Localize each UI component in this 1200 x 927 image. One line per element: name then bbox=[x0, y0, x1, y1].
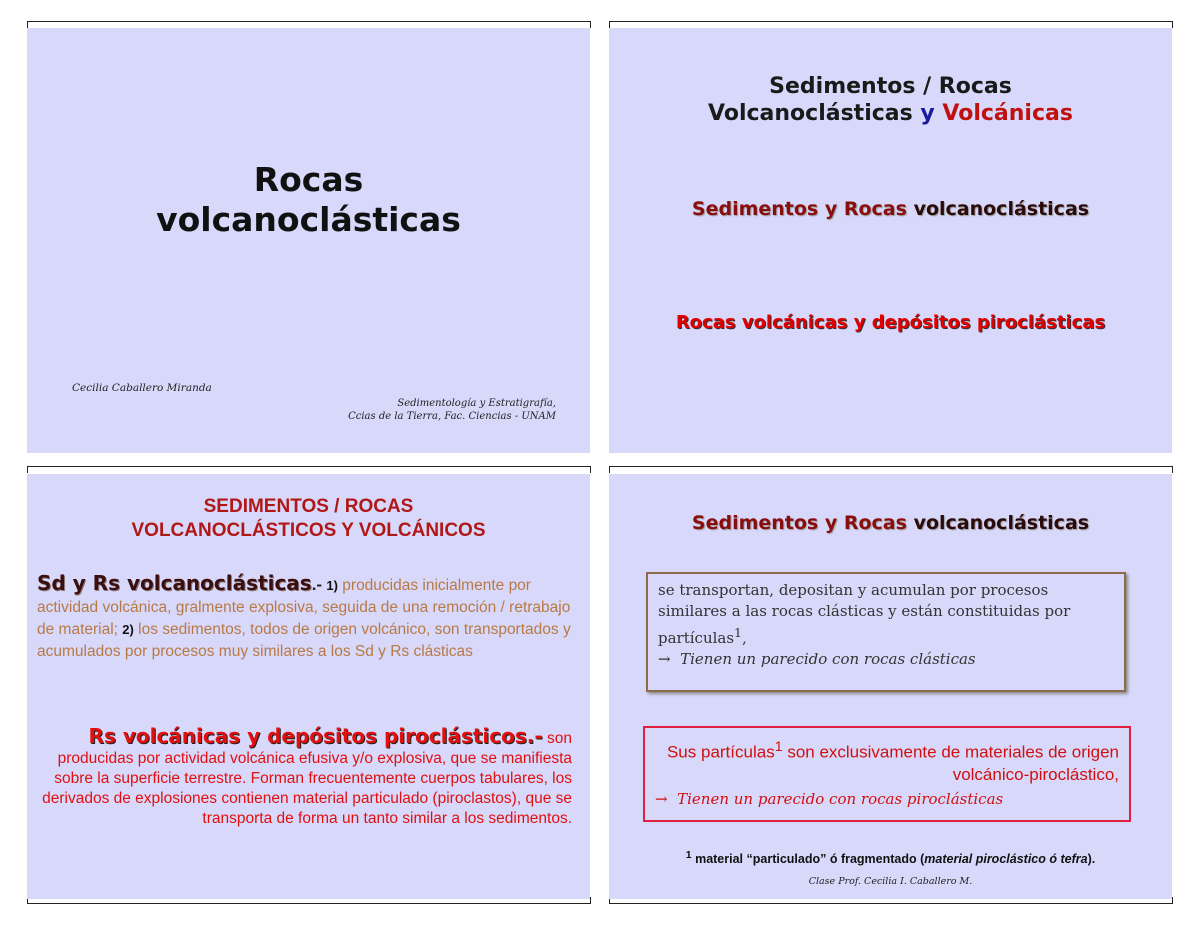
slide-2-heading-line2 bbox=[609, 100, 1172, 127]
frame-tick bbox=[27, 21, 28, 28]
slide-3-definitions bbox=[27, 474, 590, 899]
definition-volcanic-text: son producidas por actividad volcánica efusiva y/o explosiva, que se manifiesta sobre la superficie terrestre. Forman frecuentemente cuerpos tabulares, los derivados de explosiones contienen material particulado (piroclastos), que se transporta de forma un tanto similar a los sedimentos. bbox=[42, 730, 572, 827]
slide-4-heading-part1: Sedimentos y Rocas bbox=[691, 512, 907, 534]
slide-2-heading-line1: Sedimentos / Rocas bbox=[769, 74, 1012, 99]
footnote-ref: 1 bbox=[774, 739, 783, 755]
frame-tick bbox=[1172, 897, 1173, 904]
frame-line-top-right bbox=[609, 21, 1173, 22]
definition-point-1: 1) bbox=[326, 578, 338, 593]
definition-volcanic bbox=[37, 726, 572, 829]
clastic-comma: , bbox=[742, 629, 747, 647]
heading-volcanicas: Volcánicas bbox=[942, 101, 1073, 126]
frame-line-mid-right bbox=[609, 466, 1173, 467]
pyroclastic-text bbox=[655, 736, 1119, 786]
slide-1-heading-line2: volcanoclásticas bbox=[156, 200, 461, 239]
definition-text-2: los sedimentos, todos de origen volcánico, son transportados y acumulados por procesos muy similares a los Sd y Rs clásticas bbox=[37, 621, 571, 660]
subtopic-volcanoclastic-part2: volcanoclásticas bbox=[913, 198, 1090, 220]
clastic-text: se transportan, depositan y acumulan por procesos similares a las rocas clásticas y están constituidas por partículas bbox=[658, 581, 1071, 647]
institution-line2: Ccias de la Tierra, Fac. Ciencias - UNAM bbox=[348, 411, 556, 422]
definition-volcanoclastic-term: Sd y Rs volcanoclásticas bbox=[37, 571, 312, 595]
frame-tick bbox=[609, 21, 610, 28]
footnote bbox=[609, 850, 1172, 866]
slide-4-comparison bbox=[609, 474, 1172, 899]
slide-3-heading-line1: SEDIMENTOS / ROCAS bbox=[203, 496, 414, 517]
pyroclastic-text-part2: son exclusivamente de materiales de origen volcánico-piroclástico, bbox=[787, 742, 1119, 784]
credit: Clase Prof. Cecilia I. Caballero M. bbox=[808, 876, 973, 887]
definition-volcanoclastic bbox=[37, 572, 574, 663]
arrow-icon: → bbox=[658, 650, 671, 668]
frame-line-bottom-left bbox=[27, 903, 591, 904]
institution-line1: Sedimentología y Estratigrafía, bbox=[397, 398, 556, 409]
slide-3-heading-line2: VOLCANOCLÁSTICOS Y VOLCÁNICOS bbox=[131, 520, 486, 541]
arrow-icon: → bbox=[655, 789, 668, 808]
slide-1-heading bbox=[27, 160, 590, 240]
frame-line-mid-left bbox=[27, 466, 591, 467]
clastic-conclusion-text: Tienen un parecido con rocas clásticas bbox=[680, 650, 976, 668]
pyroclastic-similarity-box bbox=[643, 726, 1131, 822]
definition-volcanic-term: Rs volcánicas y depósitos piroclásticos.- bbox=[88, 724, 543, 748]
frame-tick bbox=[590, 466, 591, 473]
slide-4-heading bbox=[609, 512, 1172, 534]
slide-1-heading-line1: Rocas bbox=[253, 160, 364, 199]
frame-tick bbox=[590, 897, 591, 904]
definition-point-2: 2) bbox=[122, 622, 134, 637]
frame-tick bbox=[609, 466, 610, 473]
footnote-italic: material piroclástico ó tefra bbox=[924, 852, 1088, 867]
pyroclastic-conclusion bbox=[655, 788, 1119, 810]
subtopic-volcanic: Rocas volcánicas y depósitos piroclásticas bbox=[675, 312, 1106, 333]
slide-3-heading bbox=[27, 495, 590, 543]
author-name: Cecilia Caballero Miranda bbox=[72, 382, 212, 394]
footnote-part2: ). bbox=[1087, 852, 1096, 867]
frame-tick bbox=[27, 466, 28, 473]
frame-line-top-left bbox=[27, 21, 591, 22]
clastic-similarity-text bbox=[658, 580, 1114, 649]
clastic-similarity-box bbox=[646, 572, 1126, 692]
definition-text-1: producidas inicialmente por actividad volcánica, gralmente explosiva, seguida de una remoción / retrabajo de material; bbox=[37, 577, 571, 638]
slide-2-heading bbox=[609, 73, 1172, 127]
slide-4-heading-part2: volcanoclásticas bbox=[913, 512, 1090, 534]
pyroclastic-text-part1: Sus partículas bbox=[666, 742, 775, 762]
heading-conjunction: y bbox=[920, 101, 935, 126]
heading-volcanoclasticas: Volcanoclásticas bbox=[708, 101, 913, 126]
footnote-ref: 1 bbox=[734, 625, 742, 640]
pyroclastic-conclusion-text: Tienen un parecido con rocas piroclásticas bbox=[677, 789, 1004, 808]
frame-tick bbox=[1172, 466, 1173, 473]
clastic-conclusion bbox=[658, 649, 1114, 670]
definition-separator: .- bbox=[311, 575, 323, 594]
frame-tick bbox=[1172, 21, 1173, 28]
slide-1-title bbox=[27, 28, 590, 453]
subtopic-volcanoclastic-part1: Sedimentos y Rocas bbox=[691, 198, 907, 220]
footnote-number: 1 bbox=[685, 850, 692, 861]
frame-tick bbox=[590, 21, 591, 28]
frame-line-bottom-right bbox=[609, 903, 1173, 904]
slide-2-overview bbox=[609, 28, 1172, 453]
footnote-part1: material “particulado” ó fragmentado ( bbox=[695, 852, 925, 867]
subtopic-volcanoclastic bbox=[609, 198, 1172, 220]
institution bbox=[348, 397, 556, 423]
